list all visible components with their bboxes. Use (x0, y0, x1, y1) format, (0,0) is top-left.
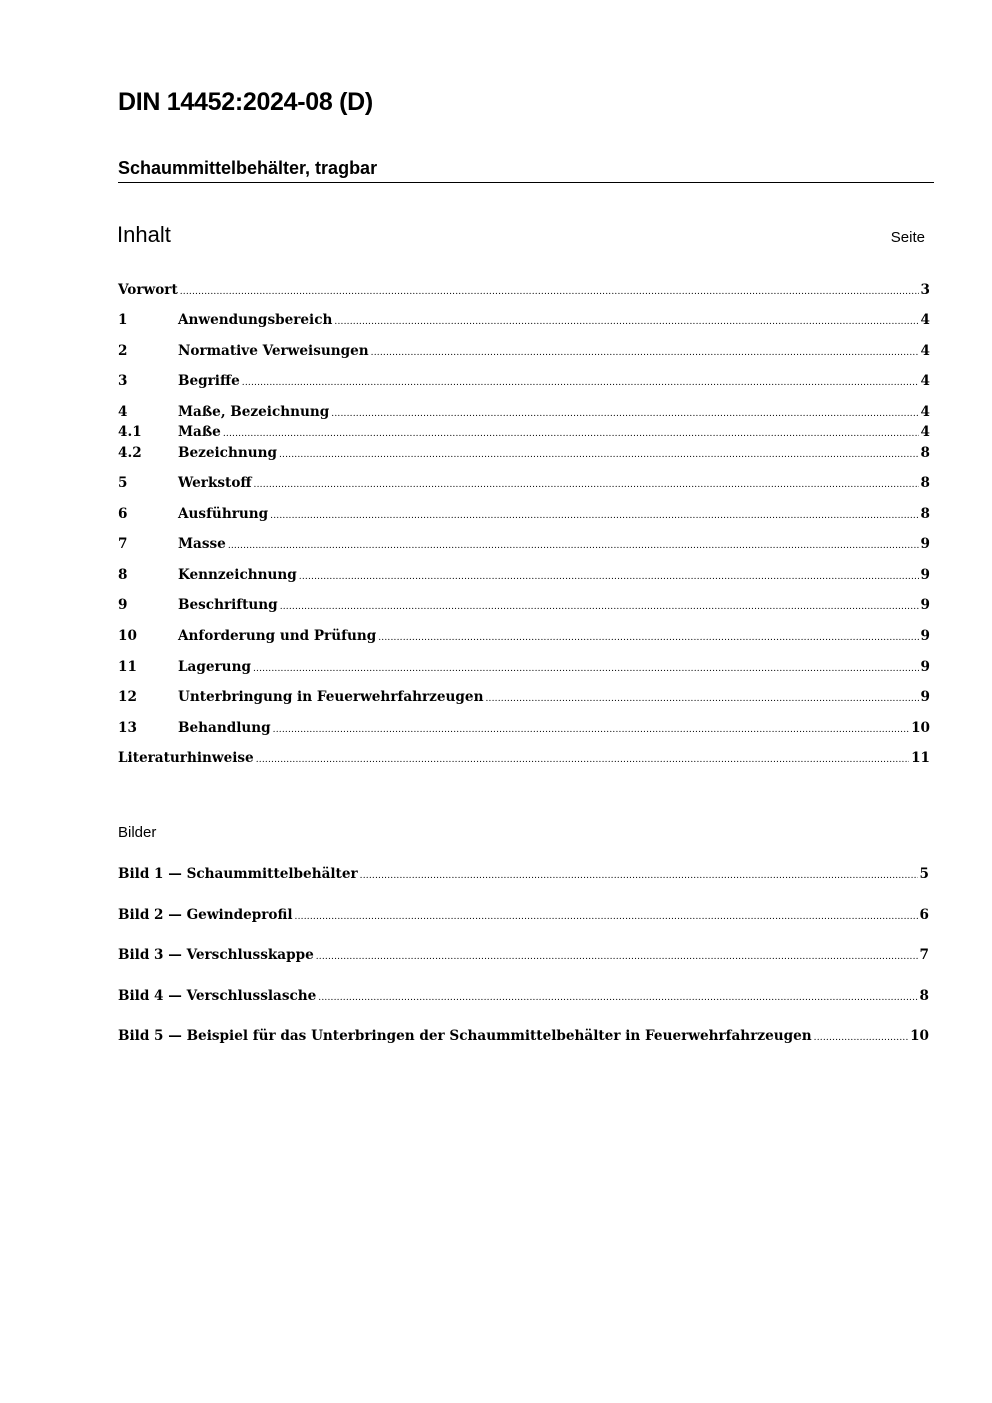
toc-entry-4[interactable] (118, 402, 930, 422)
dot-leader (371, 343, 919, 363)
dot-leader (485, 689, 918, 709)
toc-entry-2[interactable] (118, 341, 930, 361)
toc-entry-7[interactable] (118, 534, 930, 554)
toc-entry-4-1[interactable] (118, 422, 930, 442)
toc-entry-label: Kennzeichnung (178, 567, 297, 583)
toc-entry-page: 9 (920, 689, 930, 705)
toc-entry-page: 10 (911, 720, 930, 736)
toc-entry-label: Werkstoff (178, 475, 252, 491)
toc-entry-label: Unterbringung in Feuerwehrfahrzeugen (178, 689, 484, 705)
page-column-label: Seite (890, 229, 925, 246)
toc-entry-page: 4 (920, 404, 930, 420)
dot-leader (279, 445, 919, 465)
toc-entry-page: 4 (920, 373, 930, 389)
dot-leader (273, 720, 909, 740)
title-underline (118, 182, 934, 183)
figure-entry-label: Bild 5 — Beispiel für das Unterbringen der Schaummittelbehälter in Feuerwehrfahrzeugen (118, 1028, 812, 1044)
figure-entry-label: Bild 3 — Verschlusskappe (118, 947, 314, 963)
toc-entry-number: 12 (118, 689, 137, 705)
toc-entry-label: Literaturhinweise (118, 750, 254, 766)
toc-entry-number: 4 (118, 404, 128, 420)
toc-entry-number: 5 (118, 475, 128, 491)
toc-entry-label: Lagerung (178, 659, 251, 675)
dot-leader (360, 866, 918, 886)
toc-entry-label: Maße, Bezeichnung (178, 404, 330, 420)
toc-entry-page: 4 (920, 343, 930, 359)
toc-entry-1[interactable] (118, 310, 930, 330)
figure-entry-label: Bild 4 — Verschlusslasche (118, 988, 317, 1004)
toc-heading: Inhalt (117, 222, 171, 247)
toc-entry-number: 6 (118, 506, 128, 522)
dot-leader (316, 947, 918, 967)
dot-leader (331, 404, 918, 424)
figure-entry-2[interactable] (118, 905, 929, 925)
toc-entry-9[interactable] (118, 595, 930, 615)
toc-entry-page: 9 (920, 597, 930, 613)
toc-entry-number: 4.1 (118, 424, 142, 440)
toc-entry-page: 9 (920, 628, 930, 644)
toc-entry-label: Vorwort (118, 282, 178, 298)
figure-entry-5[interactable] (118, 1026, 929, 1046)
figure-entry-page: 6 (919, 907, 929, 923)
toc-entry-page: 8 (920, 506, 930, 522)
figure-entry-3[interactable] (118, 945, 929, 965)
toc-entry-number: 9 (118, 597, 128, 613)
toc-entry-number: 7 (118, 536, 128, 552)
figure-entry-label: Bild 1 — Schaummittelbehälter (118, 866, 358, 882)
dot-leader (228, 536, 919, 556)
figure-entry-1[interactable] (118, 864, 929, 884)
dot-leader (242, 373, 919, 393)
toc-entry-label: Ausführung (178, 506, 269, 522)
toc-entry-label: Behandlung (178, 720, 271, 736)
dot-leader (254, 475, 919, 495)
dot-leader (256, 750, 909, 770)
toc-entry-6[interactable] (118, 504, 930, 524)
toc-entry-page: 3 (920, 282, 930, 298)
dot-leader (253, 659, 919, 679)
toc-entry-10[interactable] (118, 626, 930, 646)
toc-entry-12[interactable] (118, 687, 930, 707)
toc-entry-label: Bezeichnung (178, 445, 277, 461)
toc-entry-label: Masse (178, 536, 226, 552)
dot-leader (180, 282, 919, 302)
toc-entry-label: Anwendungsbereich (178, 312, 333, 328)
toc-entry-page: 9 (920, 536, 930, 552)
toc-entry-number: 10 (118, 628, 137, 644)
figure-entry-label: Bild 2 — Gewindeprofil (118, 907, 293, 923)
toc-entry-label: Begriffe (178, 373, 240, 389)
toc-entry-number: 13 (118, 720, 137, 736)
dot-leader (223, 424, 919, 444)
figure-entry-page: 10 (910, 1028, 929, 1044)
dot-leader (299, 567, 919, 587)
toc-entry-page: 4 (920, 424, 930, 440)
toc-entry-3[interactable] (118, 371, 930, 391)
toc-entry-4-2[interactable] (118, 443, 930, 463)
toc-entry-number: 2 (118, 343, 128, 359)
toc-entry-page: 8 (920, 445, 930, 461)
toc-entry-label: Normative Verweisungen (178, 343, 369, 359)
toc-entry-literaturhinweise[interactable] (118, 748, 930, 768)
dot-leader (318, 988, 917, 1008)
toc-entry-label: Maße (178, 424, 221, 440)
toc-entry-label: Anforderung und Prüfung (178, 628, 377, 644)
dot-leader (334, 312, 918, 332)
toc-entry-8[interactable] (118, 565, 930, 585)
figure-entry-page: 8 (919, 988, 929, 1004)
figure-entry-page: 7 (919, 947, 929, 963)
toc-entry-13[interactable] (118, 718, 930, 738)
figures-heading: Bilder (118, 824, 157, 841)
dot-leader (378, 628, 918, 648)
dot-leader (280, 597, 919, 617)
toc-entry-page: 8 (920, 475, 930, 491)
document-id: DIN 14452:2024-08 (D) (118, 88, 373, 116)
toc-entry-vorwort[interactable] (118, 280, 930, 300)
dot-leader (270, 506, 918, 526)
toc-entry-number: 3 (118, 373, 128, 389)
dot-leader (814, 1028, 908, 1048)
figure-entry-4[interactable] (118, 986, 929, 1006)
toc-entry-page: 11 (911, 750, 930, 766)
toc-entry-5[interactable] (118, 473, 930, 493)
toc-entry-number: 4.2 (118, 445, 142, 461)
figure-entry-page: 5 (919, 866, 929, 882)
dot-leader (295, 907, 918, 927)
toc-entry-number: 11 (118, 659, 137, 675)
toc-entry-11[interactable] (118, 657, 930, 677)
toc-entry-page: 9 (920, 567, 930, 583)
toc-entry-page: 9 (920, 659, 930, 675)
toc-entry-label: Beschriftung (178, 597, 278, 613)
toc-entry-number: 8 (118, 567, 128, 583)
toc-entry-page: 4 (920, 312, 930, 328)
toc-entry-number: 1 (118, 312, 128, 328)
document-title: Schaummittelbehälter, tragbar (118, 158, 378, 178)
